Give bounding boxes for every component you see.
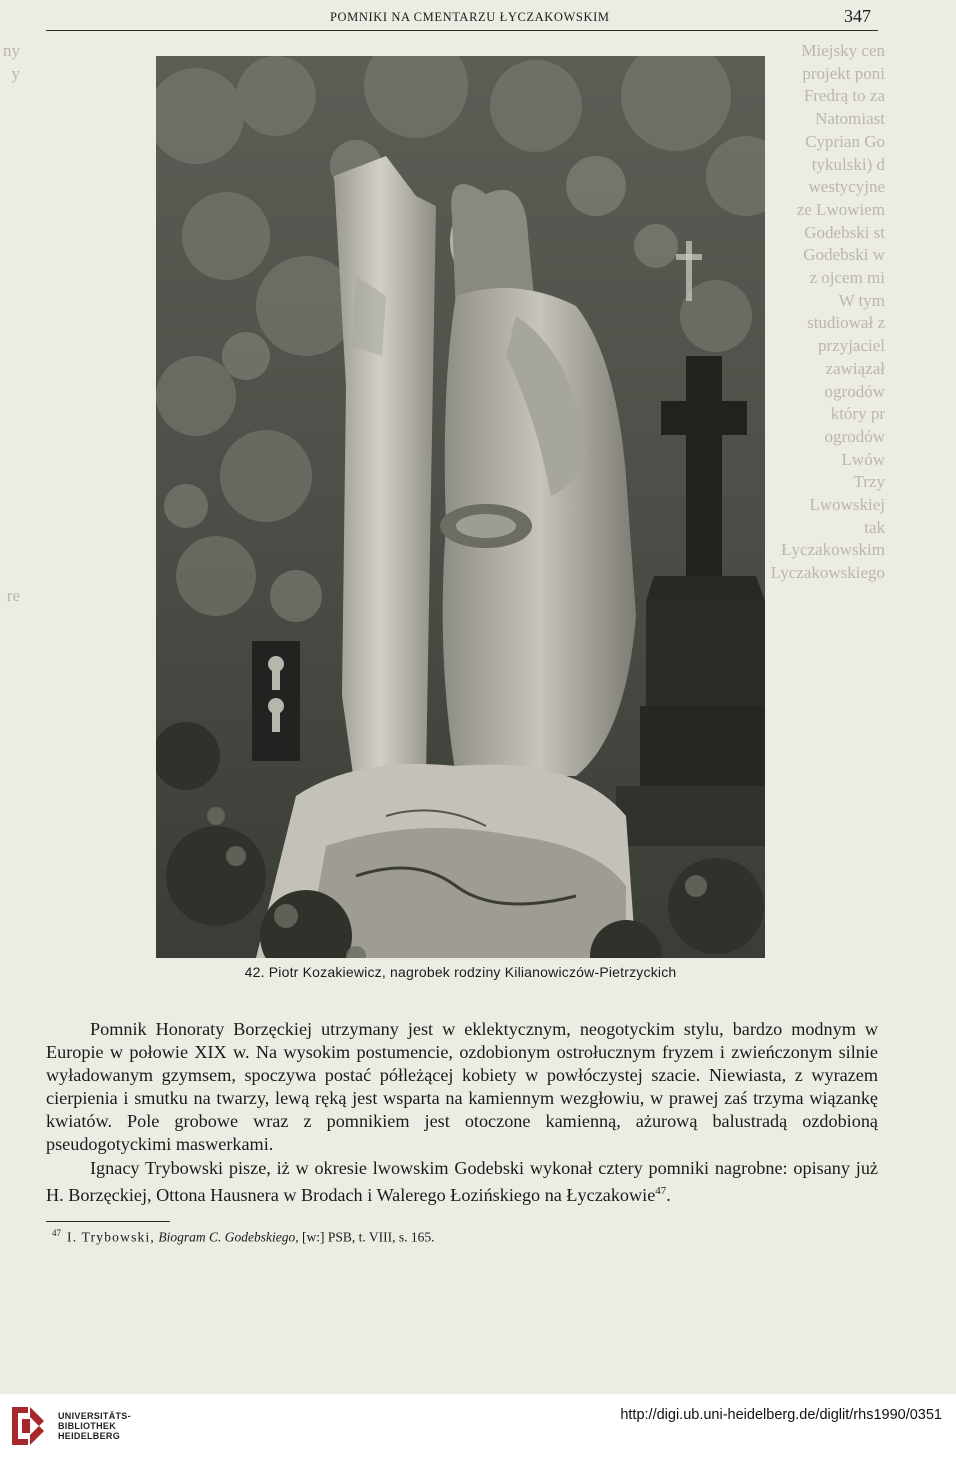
bleed-right-line: ze Lwowiem [796, 199, 885, 219]
figure-caption: 42. Piotr Kozakiewicz, nagrobek rodziny Kilianowiczów-Pietrzyckich [244, 964, 677, 980]
bleed-left-line [0, 358, 20, 381]
bleed-right-line: tak [864, 517, 885, 537]
bleed-right-line: projekt poni [802, 63, 885, 83]
library-logo-icon [8, 1403, 48, 1449]
library-name-line-2: BIBLIOTHEK [58, 1421, 116, 1431]
bleed-left-line [0, 517, 20, 540]
footnote-marker: 47 [52, 1228, 61, 1238]
bleed-left-line [0, 222, 20, 245]
footnote-citation: [w:] PSB, t. VIII, s. 165. [301, 1229, 435, 1245]
bleed-right-line: Lwów [841, 449, 885, 469]
bleed-left-line [0, 267, 20, 290]
bleed-left-line [0, 85, 20, 108]
header-rule [46, 30, 878, 31]
bleed-through-left-margin [0, 40, 20, 980]
bleed-right-line: Cyprian Go [805, 131, 885, 151]
bleed-right-line: W tym [838, 290, 885, 310]
bleed-left-line [0, 244, 20, 267]
bleed-right-line: Lyczakowskiego [770, 563, 885, 583]
bleed-right-line: ogrodów [824, 426, 885, 446]
footnote-title: Biogram C. Godebskiego, [158, 1229, 299, 1245]
bleed-left-line [0, 562, 20, 585]
paragraph-1: Pomnik Honoraty Borzęckiej utrzymany jest w eklektycznym, neogotyckim stylu, bardzo modnym w Europie w połowie XIX w. Na wysokim postumencie, ozdobionym ostrołucznym fryzem i zwieńczonym silnie wyładowanym gzymsem, spoczywa postać półleżącej kobiety w powłóczystej szacie. Niewiasta, z wyrazem cierpienia i smutku na twarzy, lewą ręką jest wsparta na kamiennym wezgłowiu, w prawej zaś trzyma wiązankę kwiatów. Pole grobowe wraz z pomnikiem jest otoczone kamienną, ażurową balustradą ozdobioną pseudogotyckimi maswerkami. [46, 1019, 878, 1155]
bleed-right-line: Fredrą to za [803, 86, 885, 106]
bleed-right-line: Lwowskiej [809, 495, 885, 515]
digitization-footer [0, 1394, 956, 1463]
bleed-right-line: z ojcem mi [809, 268, 885, 288]
paragraph-2 [46, 1157, 878, 1207]
running-title: POMNIKI NA CMENTARZU ŁYCZAKOWSKIM [330, 10, 610, 24]
figure-photo-tombstone [156, 56, 765, 958]
bleed-right-line: zawiązał [825, 358, 885, 378]
page-number: 347 [844, 6, 871, 26]
bleed-left-line [0, 154, 20, 177]
footnote-reference: 47 [655, 1184, 667, 1197]
bleed-right-line: Godebski st [804, 222, 885, 242]
bleed-left-line [0, 494, 20, 517]
bleed-left-line [0, 403, 20, 426]
photo-illustration [156, 56, 765, 958]
bleed-left-line [0, 290, 20, 313]
bleed-right-line: Miejsky cen [801, 41, 885, 60]
library-name-line-1: UNIVERSITÄTS- [58, 1411, 131, 1421]
bleed-right-line: Trzy [853, 472, 885, 492]
paragraph-2-end: . [666, 1184, 671, 1205]
bleed-right-line: Łyczakowskim [781, 540, 885, 560]
bleed-left-line [0, 449, 20, 472]
bleed-left-line [0, 426, 20, 449]
bleed-left-line [0, 199, 20, 222]
bleed-left-line [0, 312, 20, 335]
bleed-right-line: westycyjne [808, 177, 885, 197]
bleed-right-line: który pr [830, 404, 885, 424]
bleed-left-line: re [6, 585, 20, 605]
bleed-right-line: studiował z [807, 313, 885, 333]
bleed-right-line: tykulski) d [811, 154, 885, 174]
library-name [58, 1411, 131, 1441]
bleed-left-line: y [11, 63, 20, 83]
running-head [0, 8, 956, 28]
bleed-left-line [0, 131, 20, 154]
bleed-left-line [0, 381, 20, 404]
footnote [52, 1228, 435, 1246]
bleed-left-line [0, 471, 20, 494]
body-text [46, 1018, 878, 1207]
bleed-right-line: przyjaciel [817, 336, 885, 356]
bleed-left-line [0, 539, 20, 562]
bleed-left-line [0, 176, 20, 199]
bleed-right-line: Natomiast [815, 109, 885, 129]
bleed-left-line: ny [3, 41, 20, 60]
bleed-left-line [0, 335, 20, 358]
bleed-right-line: Godebski w [803, 245, 885, 265]
footnote-rule [46, 1221, 170, 1222]
bleed-right-line: ogrodów [824, 381, 885, 401]
library-name-line-3: HEIDELBERG [58, 1431, 121, 1441]
source-url-link[interactable]: http://digi.ub.uni-heidelberg.de/diglit/rhs1990/0351 [620, 1407, 942, 1423]
paragraph-2-text: Ignacy Trybowski pisze, iż w okresie lwowskim Godebski wykonał cztery pomniki nagrobne: opisany już H. Borzęckiej, Ottona Hausnera w Brodach i Walerego Łozińskiego na Łyczakowie [46, 1157, 878, 1205]
footnote-author: I. Trybowski, [67, 1229, 155, 1245]
bleed-through-right-margin [765, 40, 885, 980]
bleed-left-line [0, 108, 20, 131]
